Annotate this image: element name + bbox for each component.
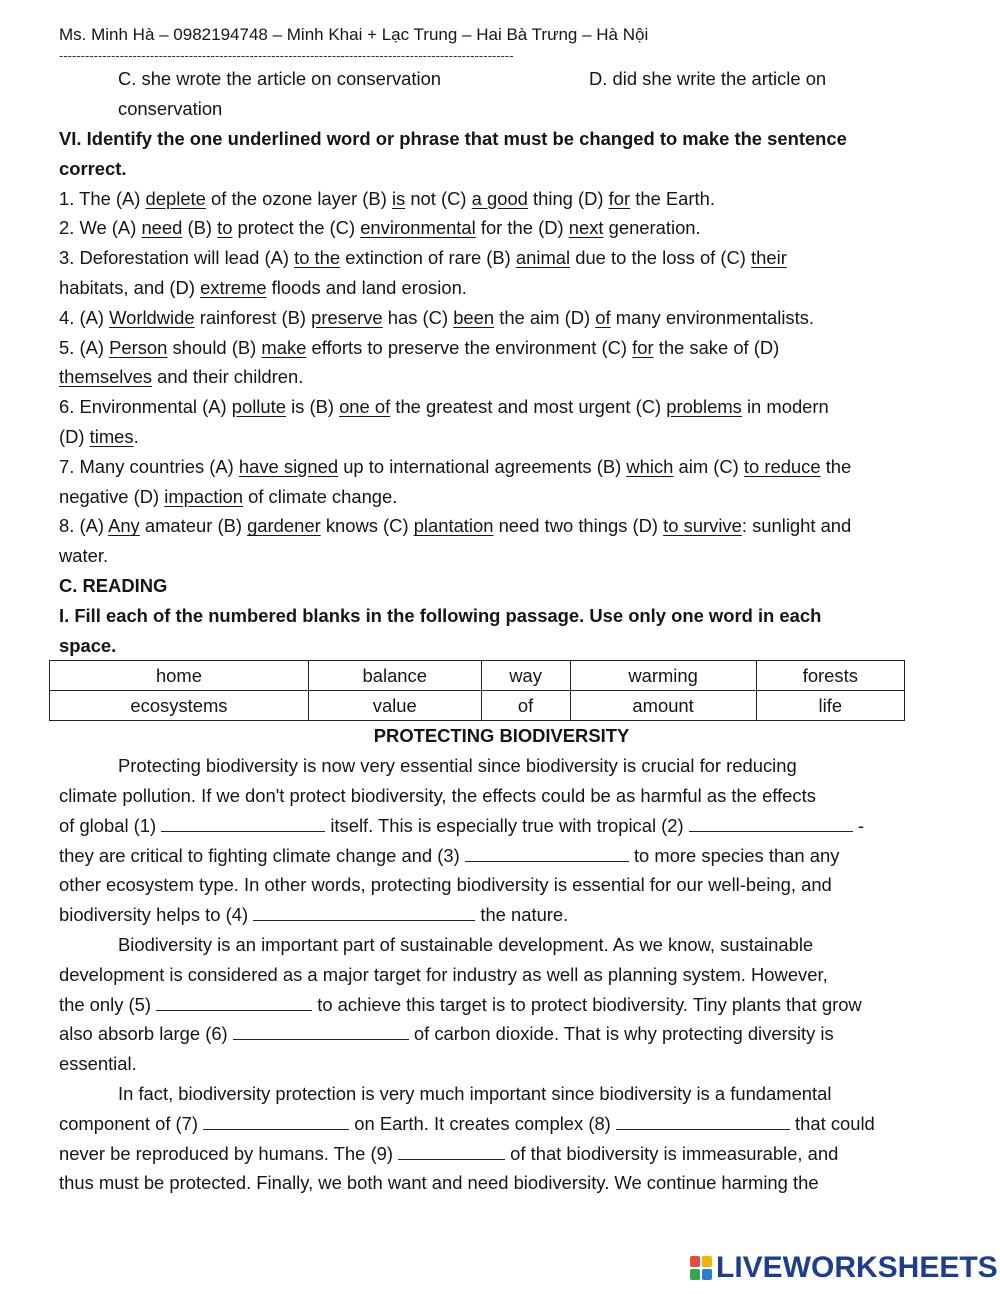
logo-text: LIVEWORKSHEETS: [716, 1251, 998, 1284]
question-3: 3. Deforestation will lead (A) to the extinction of rare (B) animal due to the loss of (C) their: [59, 247, 787, 269]
blank-2-input[interactable]: [689, 817, 853, 832]
option-d[interactable]: of: [595, 306, 611, 328]
option-b[interactable]: which: [626, 455, 674, 477]
blank-9-input[interactable]: [398, 1145, 505, 1160]
passage-line: development is considered as a major target for industry as well as planning system. However,: [59, 963, 828, 985]
option-b[interactable]: is: [391, 187, 406, 209]
option-a[interactable]: Worldwide: [109, 306, 195, 328]
worksheet-page: [59, 20, 944, 1198]
option-d[interactable]: extreme: [200, 276, 267, 298]
option-a[interactable]: Person: [109, 336, 168, 358]
reading-instruction-cont: space.: [59, 634, 117, 656]
reading-instruction: I. Fill each of the numbered blanks in the following passage. Use only one word in each: [59, 604, 822, 626]
option-a[interactable]: deplete: [145, 187, 206, 209]
option-d[interactable]: impaction: [164, 485, 243, 507]
word-bank-cell: life: [756, 691, 904, 721]
question-1: 1. The (A) deplete of the ozone layer (B) is not (C) a good thing (D) for the Earth.: [59, 187, 715, 209]
passage-line: they are critical to fighting climate change and (3) to more species than any: [59, 844, 840, 866]
passage-line: of global (1) itself. This is especially true with tropical (2) -: [59, 814, 864, 836]
question-8: 8. (A) Any amateur (B) gardener knows (C) plantation need two things (D) to survive: sunlight and: [59, 515, 852, 537]
option-a[interactable]: to the: [294, 247, 341, 269]
option-c[interactable]: problems: [666, 396, 742, 418]
blank-4-input[interactable]: [253, 906, 475, 921]
previous-question-options: [59, 64, 944, 124]
option-c[interactable]: to reduce: [743, 455, 821, 477]
passage-line: Biodiversity is an important part of sustainable development. As we know, sustainable: [118, 933, 814, 955]
option-a[interactable]: Any: [108, 515, 140, 537]
option-c-continued: conservation: [118, 98, 223, 119]
word-bank-cell: way: [481, 661, 570, 691]
passage-title: PROTECTING BIODIVERSITY: [373, 725, 630, 747]
option-c[interactable]: a good: [471, 187, 528, 209]
blank-3-input[interactable]: [465, 847, 629, 862]
passage-line: essential.: [59, 1053, 137, 1075]
option-b[interactable]: one of: [339, 396, 391, 418]
question-2: 2. We (A) need (B) to protect the (C) environmental for the (D) next generation.: [59, 217, 701, 239]
passage-line: the only (5) to achieve this target is to protect biodiversity. Tiny plants that grow: [59, 993, 862, 1015]
option-d[interactable]: themselves: [59, 366, 153, 388]
word-bank-row: [50, 691, 905, 721]
option-c: C. she wrote the article on conservation: [118, 68, 442, 89]
question-4: 4. (A) Worldwide rainforest (B) preserve has (C) been the aim (D) of many environmentalists.: [59, 306, 815, 328]
blank-8-input[interactable]: [616, 1115, 790, 1130]
section-vi-title: VI. Identify the one underlined word or phrase that must be changed to make the sentence: [59, 128, 847, 149]
question-7-cont: negative (D) impaction of climate change.: [59, 485, 398, 507]
word-bank-cell: value: [308, 691, 481, 721]
option-a[interactable]: need: [141, 217, 183, 239]
blank-5-input[interactable]: [156, 996, 312, 1011]
blank-1-input[interactable]: [161, 817, 325, 832]
question-8-cont: water.: [59, 545, 109, 567]
liveworksheets-logo: [690, 1250, 998, 1286]
option-d: D. did she write the article on: [589, 68, 827, 89]
passage-line: also absorb large (6) of carbon dioxide. That is why protecting diversity is: [59, 1023, 834, 1045]
option-c[interactable]: for: [632, 336, 654, 358]
option-b[interactable]: make: [261, 336, 307, 358]
option-a[interactable]: have signed: [238, 455, 339, 477]
header-divider: ---------------------------------------------------------------------------------------------------------: [59, 50, 514, 63]
blank-6-input[interactable]: [233, 1025, 409, 1040]
question-6: 6. Environmental (A) pollute is (B) one of the greatest and most urgent (C) problems in modern: [59, 396, 829, 418]
passage-line: other ecosystem type. In other words, protecting biodiversity is essential for our well-being, and: [59, 874, 832, 896]
passage-line: In fact, biodiversity protection is very much important since biodiversity is a fundamental: [118, 1082, 832, 1104]
word-bank-cell: forests: [756, 661, 904, 691]
word-bank-cell: home: [50, 661, 309, 691]
passage-line: Protecting biodiversity is now very essential since biodiversity is crucial for reducing: [118, 755, 797, 777]
passage-line: thus must be protected. Finally, we both want and need biodiversity. We continue harming the: [59, 1172, 819, 1194]
word-bank-row: [50, 661, 905, 691]
passage-line: climate pollution. If we don't protect biodiversity, the effects could be as harmful as the effects: [59, 784, 816, 806]
option-a[interactable]: pollute: [231, 396, 286, 418]
question-5: 5. (A) Person should (B) make efforts to preserve the environment (C) for the sake of (D): [59, 336, 780, 358]
option-d[interactable]: next: [568, 217, 604, 239]
teacher-header: Ms. Minh Hà – 0982194748 – Minh Khai + Lạc Trung – Hai Bà Trưng – Hà Nội: [59, 25, 649, 44]
word-bank-cell: warming: [570, 661, 756, 691]
question-5-cont: themselves and their children.: [59, 366, 304, 388]
passage-line: never be reproduced by humans. The (9) of that biodiversity is immeasurable, and: [59, 1142, 839, 1164]
option-b[interactable]: gardener: [247, 515, 321, 537]
liveworksheets-logo-icon: [690, 1256, 712, 1280]
option-b[interactable]: preserve: [311, 306, 383, 328]
option-c[interactable]: been: [453, 306, 495, 328]
section-vi-title-cont: correct.: [59, 157, 127, 179]
word-bank-cell: of: [481, 691, 570, 721]
option-c[interactable]: plantation: [413, 515, 494, 537]
passage-line: biodiversity helps to (4) the nature.: [59, 904, 569, 926]
word-bank-cell: ecosystems: [50, 691, 309, 721]
question-3-cont: habitats, and (D) extreme floods and land erosion.: [59, 276, 467, 298]
option-b[interactable]: to: [217, 217, 233, 239]
word-bank-cell: balance: [308, 661, 481, 691]
reading-heading: C. READING: [59, 574, 168, 596]
option-d[interactable]: to survive: [663, 515, 742, 537]
word-bank-table: [49, 660, 905, 721]
option-c[interactable]: environmental: [360, 217, 476, 239]
question-6-cont: (D) times.: [59, 425, 139, 447]
option-d[interactable]: times: [89, 425, 134, 447]
option-d[interactable]: for: [608, 187, 631, 209]
option-c[interactable]: their: [751, 247, 787, 269]
passage-line: component of (7) on Earth. It creates complex (8) that could: [59, 1112, 875, 1134]
word-bank-cell: amount: [570, 691, 756, 721]
blank-7-input[interactable]: [203, 1115, 349, 1130]
question-7: 7. Many countries (A) have signed up to international agreements (B) which aim (C) to reduce the: [59, 455, 852, 477]
option-b[interactable]: animal: [515, 247, 571, 269]
